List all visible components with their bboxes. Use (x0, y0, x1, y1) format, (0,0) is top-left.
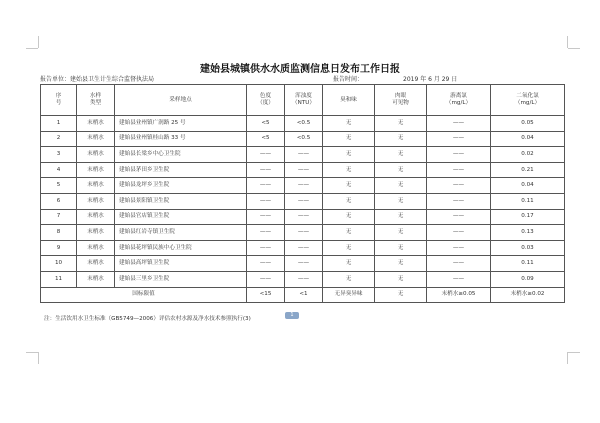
footnote: 注：生活饮用水卫生标准（GB5749—2006）评估农村水源及净水技术参照执行(3) (44, 316, 251, 322)
cell-free-chlorine: —— (427, 147, 491, 163)
cell-type: 末梢水 (77, 147, 115, 163)
cell-color: —— (247, 178, 285, 194)
cell-color: —— (247, 162, 285, 178)
cell-visible: 无 (375, 240, 427, 256)
limit-odor: 无异臭异味 (323, 287, 375, 303)
cell-no: 1 (41, 116, 77, 132)
cell-free-chlorine: —— (427, 162, 491, 178)
cell-site: 建始县茅田乡卫生院 (115, 162, 247, 178)
cell-odor: 无 (323, 209, 375, 225)
cell-visible: 无 (375, 147, 427, 163)
table-row (41, 178, 565, 194)
cell-chlorine-dioxide: 0.11 (491, 193, 565, 209)
cell-turbidity: —— (285, 147, 323, 163)
cell-site: 建始县业州镇广润路 25 号 (115, 116, 247, 132)
cell-visible: 无 (375, 131, 427, 147)
col-header-site: 采样地点 (115, 85, 247, 116)
cell-site: 建始县三里乡卫生院 (115, 271, 247, 287)
col-header-color: 色度 （度） (247, 85, 285, 116)
cell-no: 10 (41, 256, 77, 272)
cell-site: 建始县高坪镇卫生院 (115, 256, 247, 272)
cell-chlorine-dioxide: 0.05 (491, 116, 565, 132)
cell-free-chlorine: —— (427, 271, 491, 287)
crop-mark (26, 352, 38, 353)
cell-visible: 无 (375, 271, 427, 287)
cell-odor: 无 (323, 240, 375, 256)
page-marker[interactable]: 1 (285, 312, 299, 319)
cell-type: 末梢水 (77, 193, 115, 209)
cell-free-chlorine: —— (427, 116, 491, 132)
cell-odor: 无 (323, 271, 375, 287)
cell-type: 末梢水 (77, 131, 115, 147)
table-row (41, 209, 565, 225)
cell-site: 建始县业州镇桂山路 33 号 (115, 131, 247, 147)
cell-no: 3 (41, 147, 77, 163)
cell-no: 5 (41, 178, 77, 194)
crop-mark (38, 352, 39, 364)
col-header-no: 序 号 (41, 85, 77, 116)
cell-chlorine-dioxide: 0.04 (491, 131, 565, 147)
cell-no: 6 (41, 193, 77, 209)
cell-type: 末梢水 (77, 256, 115, 272)
cell-odor: 无 (323, 147, 375, 163)
cell-no: 8 (41, 225, 77, 241)
table-row (41, 116, 565, 132)
page-title: 建始县城镇供水水质监测信息日发布工作日报 (200, 64, 400, 75)
cell-site: 建始县景阳镇卫生院 (115, 193, 247, 209)
cell-type: 末梢水 (77, 240, 115, 256)
cell-turbidity: —— (285, 256, 323, 272)
cell-turbidity: <0.5 (285, 116, 323, 132)
limit-chlorine-dioxide: 末梢水≥0.02 (491, 287, 565, 303)
cell-chlorine-dioxide: 0.21 (491, 162, 565, 178)
cell-free-chlorine: —— (427, 209, 491, 225)
cell-visible: 无 (375, 116, 427, 132)
cell-color: —— (247, 256, 285, 272)
cell-site: 建始县龙坪乡卫生院 (115, 178, 247, 194)
cell-site: 建始县红岩寺镇卫生院 (115, 225, 247, 241)
cell-chlorine-dioxide: 0.13 (491, 225, 565, 241)
cell-odor: 无 (323, 162, 375, 178)
col-header-odor: 臭和味 (323, 85, 375, 116)
limit-visible: 无 (375, 287, 427, 303)
cell-free-chlorine: —— (427, 240, 491, 256)
crop-mark (568, 352, 580, 353)
limit-color: <15 (247, 287, 285, 303)
limit-turbidity: <1 (285, 287, 323, 303)
cell-no: 2 (41, 131, 77, 147)
table-row (41, 271, 565, 287)
cell-no: 11 (41, 271, 77, 287)
water-quality-table (40, 84, 565, 303)
cell-no: 7 (41, 209, 77, 225)
cell-free-chlorine: —— (427, 256, 491, 272)
cell-odor: 无 (323, 193, 375, 209)
table-row (41, 131, 565, 147)
report-time-label: 报告时间： (333, 76, 364, 83)
cell-odor: 无 (323, 256, 375, 272)
cell-odor: 无 (323, 225, 375, 241)
cell-type: 末梢水 (77, 225, 115, 241)
report-time (333, 74, 457, 83)
cell-turbidity: —— (285, 209, 323, 225)
cell-turbidity: —— (285, 193, 323, 209)
crop-mark (38, 36, 39, 48)
cell-color: —— (247, 209, 285, 225)
crop-mark (567, 36, 568, 48)
cell-visible: 无 (375, 209, 427, 225)
cell-visible: 无 (375, 256, 427, 272)
cell-visible: 无 (375, 178, 427, 194)
crop-mark (567, 352, 568, 364)
cell-visible: 无 (375, 193, 427, 209)
cell-color: —— (247, 240, 285, 256)
cell-chlorine-dioxide: 0.11 (491, 256, 565, 272)
cell-type: 末梢水 (77, 116, 115, 132)
limits-row (41, 287, 565, 303)
col-header-visible: 肉眼 可见物 (375, 85, 427, 116)
cell-free-chlorine: —— (427, 178, 491, 194)
cell-turbidity: —— (285, 178, 323, 194)
cell-chlorine-dioxide: 0.17 (491, 209, 565, 225)
table-row (41, 256, 565, 272)
report-date: 2019 年 6 月 29 日 (403, 76, 458, 83)
cell-chlorine-dioxide: 0.02 (491, 147, 565, 163)
cell-turbidity: —— (285, 271, 323, 287)
col-header-type: 水样 类型 (77, 85, 115, 116)
cell-free-chlorine: —— (427, 193, 491, 209)
cell-site: 建始县官店镇卫生院 (115, 209, 247, 225)
cell-turbidity: —— (285, 225, 323, 241)
cell-chlorine-dioxide: 0.04 (491, 178, 565, 194)
col-header-chlorine-dioxide: 二氧化氯 （mg/L） (491, 85, 565, 116)
cell-color: —— (247, 225, 285, 241)
cell-type: 末梢水 (77, 271, 115, 287)
crop-mark (26, 48, 38, 49)
cell-site: 建始县长梁乡中心卫生院 (115, 147, 247, 163)
table-row (41, 225, 565, 241)
cell-odor: 无 (323, 131, 375, 147)
report-unit: 报告单位：建始县卫生计生综合监督执法局 (40, 76, 155, 83)
col-header-turbidity: 浑浊度 （NTU） (285, 85, 323, 116)
table-row (41, 162, 565, 178)
table-row (41, 147, 565, 163)
crop-mark (568, 48, 580, 49)
cell-visible: 无 (375, 162, 427, 178)
cell-type: 末梢水 (77, 162, 115, 178)
cell-visible: 无 (375, 225, 427, 241)
table-row (41, 193, 565, 209)
limits-label: 国标限值 (41, 287, 247, 303)
cell-type: 末梢水 (77, 178, 115, 194)
cell-no: 9 (41, 240, 77, 256)
cell-chlorine-dioxide: 0.03 (491, 240, 565, 256)
cell-color: —— (247, 193, 285, 209)
cell-no: 4 (41, 162, 77, 178)
cell-odor: 无 (323, 178, 375, 194)
cell-odor: 无 (323, 116, 375, 132)
cell-color: —— (247, 271, 285, 287)
cell-turbidity: —— (285, 240, 323, 256)
cell-free-chlorine: —— (427, 131, 491, 147)
cell-color: <5 (247, 116, 285, 132)
table-row (41, 240, 565, 256)
cell-chlorine-dioxide: 0.09 (491, 271, 565, 287)
cell-turbidity: <0.5 (285, 131, 323, 147)
table-header-row (41, 85, 565, 116)
cell-site: 建始县花坪镇民族中心卫生院 (115, 240, 247, 256)
limit-free-chlorine: 末梢水≥0.05 (427, 287, 491, 303)
cell-color: —— (247, 147, 285, 163)
cell-turbidity: —— (285, 162, 323, 178)
cell-free-chlorine: —— (427, 225, 491, 241)
col-header-free-chlorine: 游离氯 （mg/L） (427, 85, 491, 116)
cell-color: <5 (247, 131, 285, 147)
cell-type: 末梢水 (77, 209, 115, 225)
